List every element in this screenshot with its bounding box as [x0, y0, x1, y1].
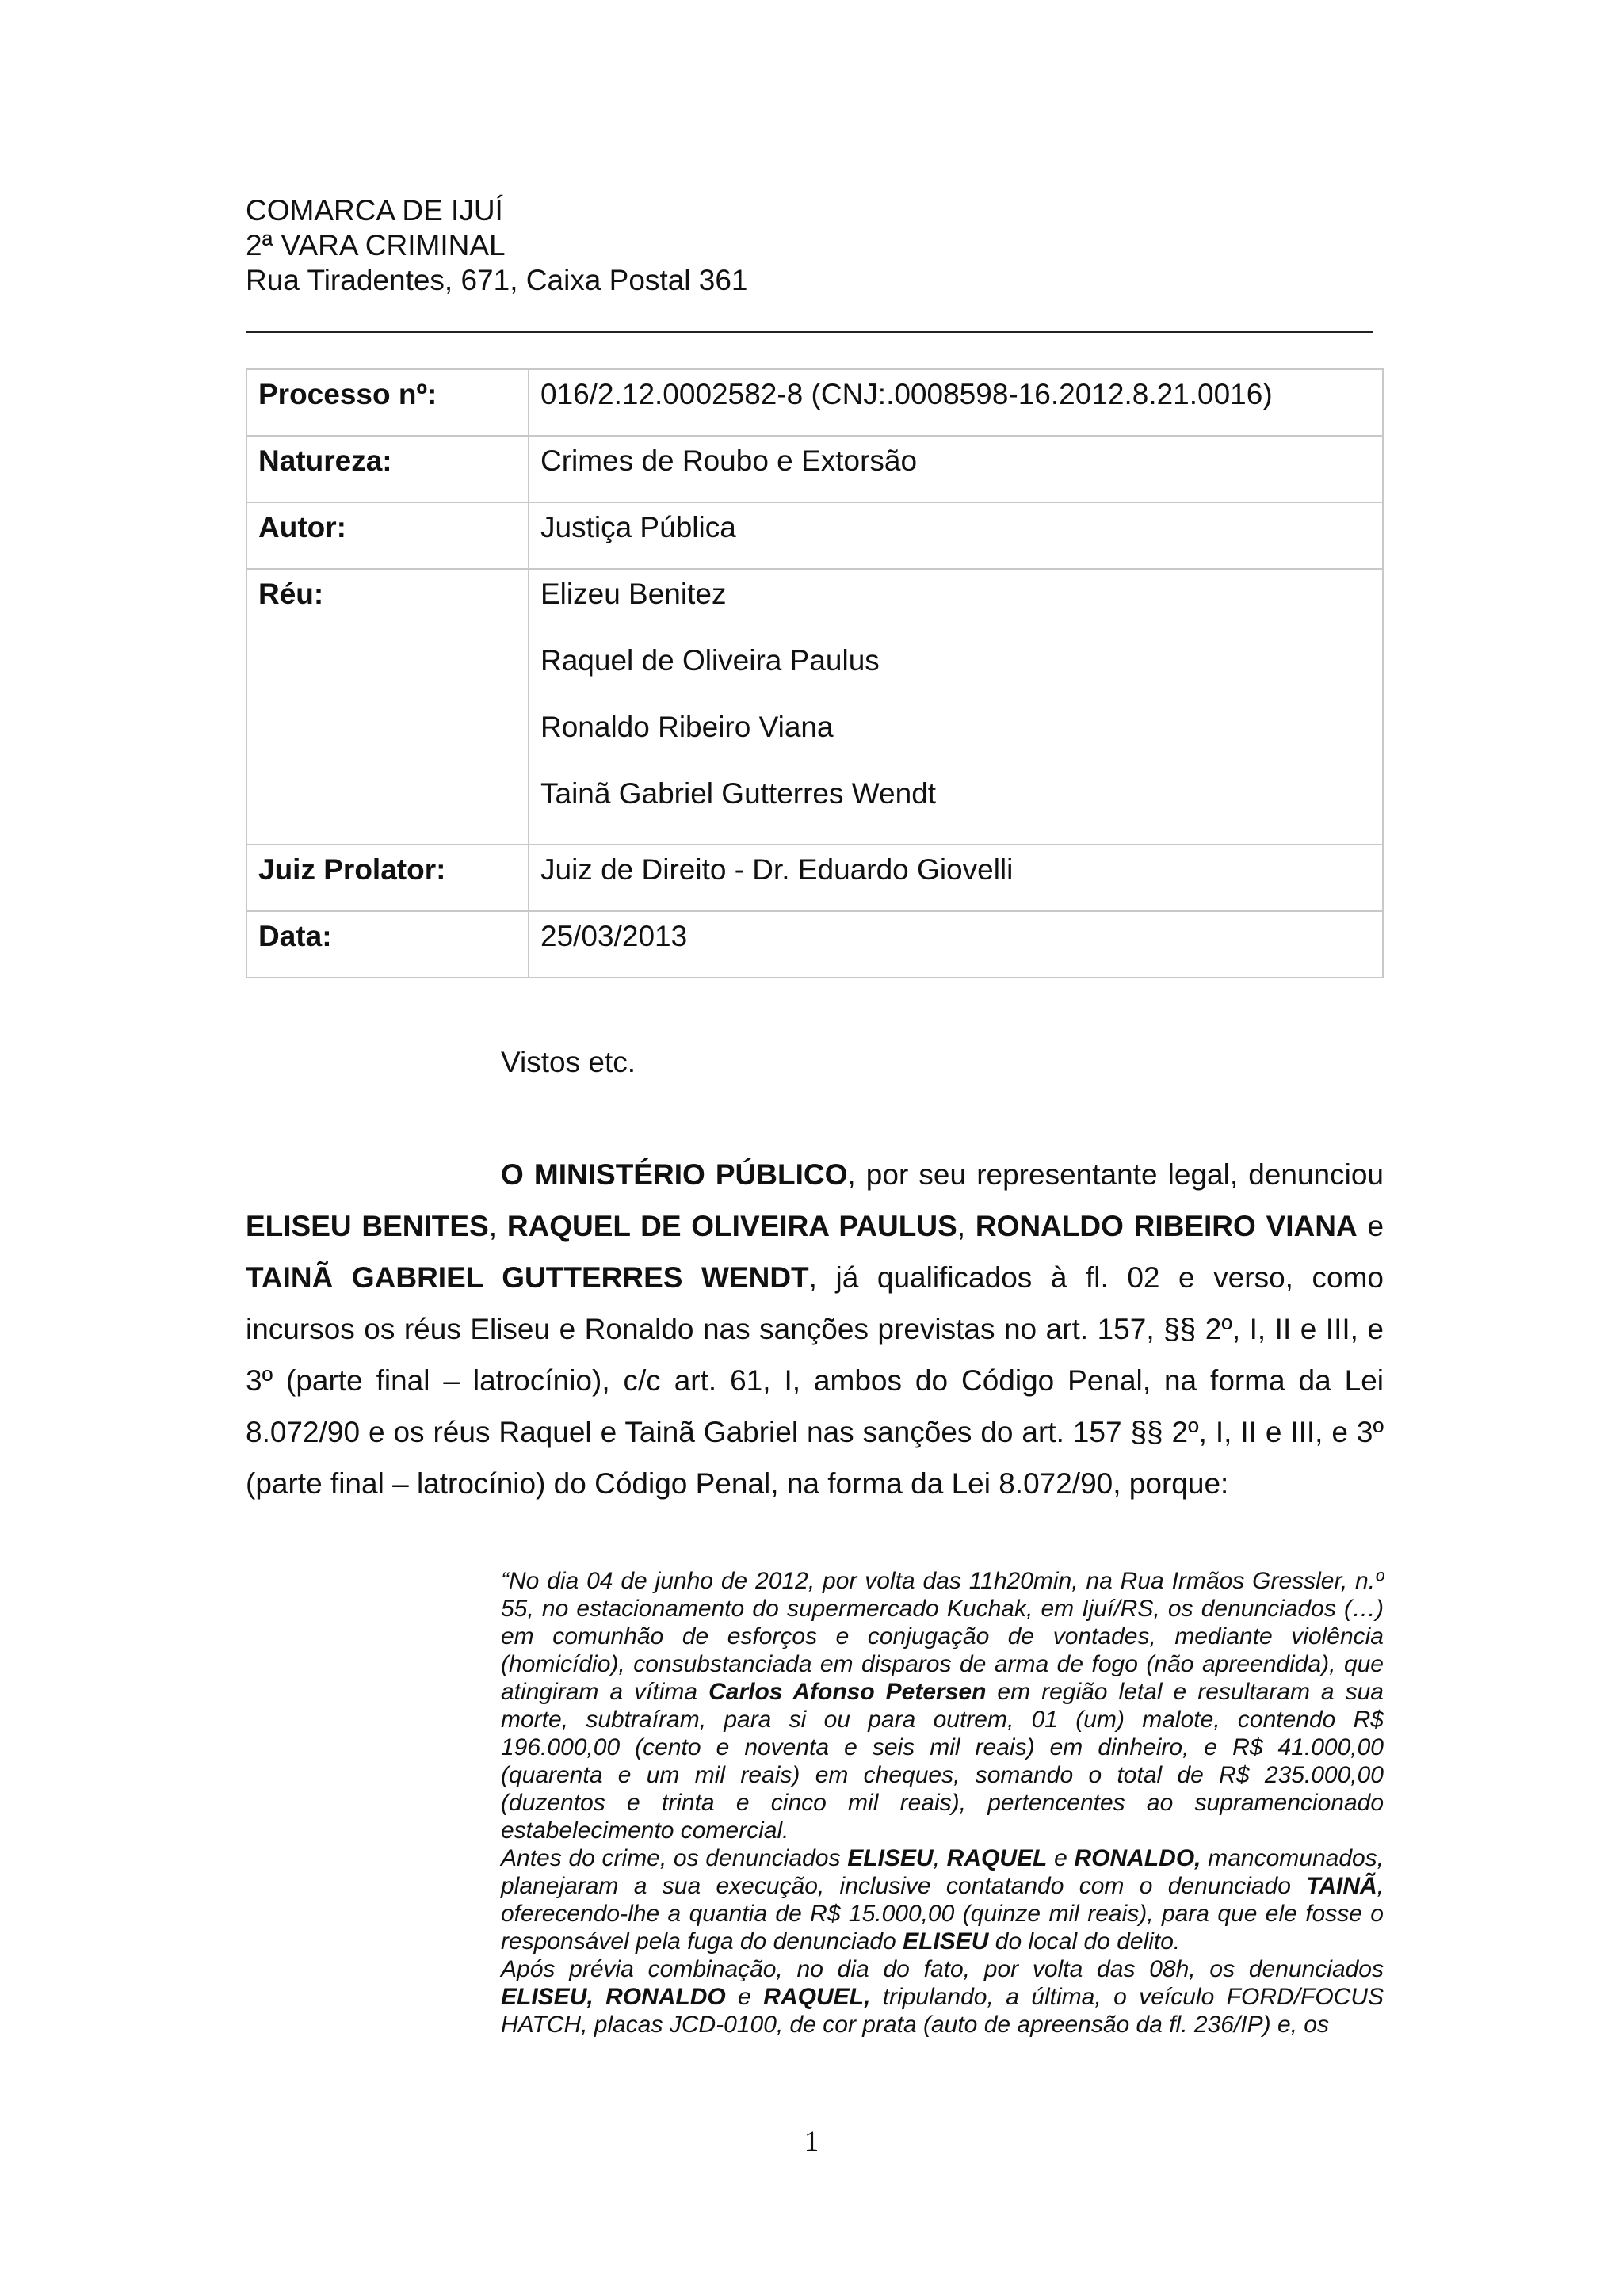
bold-ministerio: O MINISTÉRIO PÚBLICO	[501, 1158, 848, 1191]
quote-text-run: Antes do crime, os denunciados	[501, 1845, 848, 1871]
quote-text-run: em região letal e resultaram a sua morte, subtraíram, para si ou para outrem, 01 (um) malote, contendo R$ 196.000,00 (cento e noventa e seis mil reais) em dinheiro, e R$ 41.000,00 (quarenta e um mil reais) em cheques, somando o total de R$ 235.000,00 (duzentos e trinta e cinco mil reais), pertencentes ao supramencionado estabelecimento comercial.	[501, 1679, 1384, 1844]
bold-defendant: RAQUEL DE OLIVEIRA PAULUS	[506, 1210, 957, 1242]
quote-paragraph	[501, 1567, 1384, 1844]
body-text-run: , por seu representante legal, denunciou	[847, 1158, 1384, 1191]
quote-bold-name: ELISEU	[847, 1845, 934, 1871]
header-divider	[246, 331, 1373, 333]
quote-text-run: mancomunados, planejaram a sua execução, inclusive contatando com o denunciado	[501, 1845, 1384, 1899]
quote-paragraph	[501, 1844, 1384, 1955]
row-autor	[246, 502, 1383, 569]
quote-text-run: e	[1047, 1845, 1075, 1871]
quote-text-run: Após prévia combinação, no dia do fato, por volta das 08h, os denunciados	[501, 1956, 1384, 1982]
quote-bold-name: ELISEU	[903, 1928, 989, 1955]
label-juiz: Juiz Prolator:	[246, 845, 529, 911]
value-natureza: Crimes de Roubo e Extorsão	[529, 436, 1383, 502]
reu-name: Elizeu Benitez	[540, 578, 727, 610]
header-comarca: COMARCA DE IJUÍ	[246, 194, 503, 227]
quote-text-run: , oferecendo-lhe a quantia de R$ 15.000,00 (quinze mil reais), para que ele fosse o responsável pela fuga do denunciado	[501, 1873, 1384, 1955]
quote-text-run: ,	[933, 1845, 947, 1871]
header-address: Rua Tiradentes, 671, Caixa Postal 361	[246, 264, 748, 296]
value-juiz: Juiz de Direito - Dr. Eduardo Giovelli	[529, 845, 1383, 911]
bold-defendant: ELISEU BENITES	[246, 1210, 489, 1242]
quote-bold-name: RONALDO,	[1074, 1845, 1201, 1871]
header-vara: 2ª VARA CRIMINAL	[246, 229, 506, 261]
value-reu-list	[529, 569, 1383, 845]
value-processo: 016/2.12.0002582-8 (CNJ:.0008598-16.2012.8.21.0016)	[529, 369, 1383, 436]
quote-text-run: tripulando, a última, o veículo FORD/FOCUS HATCH, placas JCD-0100, de cor prata (auto de apreensão da fl. 236/IP) e, os	[501, 1984, 1384, 2038]
court-header	[246, 193, 748, 298]
label-reu: Réu:	[246, 569, 529, 845]
quote-paragraph	[501, 1955, 1384, 2039]
row-natureza	[246, 436, 1383, 502]
page-number: 1	[804, 2126, 819, 2158]
row-reu	[246, 569, 1383, 845]
label-data: Data:	[246, 911, 529, 978]
label-autor: Autor:	[246, 502, 529, 569]
quote-bold-name: ELISEU, RONALDO	[501, 1984, 726, 2010]
value-autor: Justiça Pública	[529, 502, 1383, 569]
row-juiz	[246, 845, 1383, 911]
quoted-complaint	[501, 1567, 1384, 2039]
row-data	[246, 911, 1383, 978]
quote-text-run: e	[725, 1984, 764, 2010]
quote-text-run: do local do delito.	[988, 1928, 1181, 1955]
quote-bold-name: RAQUEL,	[763, 1984, 871, 2010]
bold-defendant: TAINÃ GABRIEL GUTTERRES WENDT	[246, 1261, 809, 1294]
label-processo: Processo nº:	[246, 369, 529, 436]
bold-defendant: RONALDO RIBEIRO VIANA	[975, 1210, 1358, 1242]
reu-name: Tainã Gabriel Gutterres Wendt	[540, 777, 937, 810]
reu-name: Ronaldo Ribeiro Viana	[540, 711, 834, 743]
body-text-run: , já qualificados à fl. 02 e verso, como incursos os réus Eliseu e Ronaldo nas sanções previstas no art. 157, §§ 2º, I, II e III, e 3º (parte final – latrocínio), c/c art. 61, I, ambos do Código Penal, na forma da Lei 8.072/90 e os réus Raquel e Tainã Gabriel nas sanções do art. 157 §§ 2º, I, II e III, e 3º (parte final – latrocínio) do Código Penal, na forma da Lei 8.072/90, porque:	[246, 1261, 1384, 1500]
reu-name: Raquel de Oliveira Paulus	[540, 644, 880, 677]
quote-bold-name: TAINÃ	[1306, 1873, 1377, 1899]
vistos-line: Vistos etc.	[501, 1046, 636, 1078]
quote-bold-victim: Carlos Afonso Petersen	[708, 1679, 987, 1705]
body-text-run: ,	[488, 1210, 507, 1242]
body-text-run: ,	[957, 1210, 976, 1242]
body-text-run: e	[1357, 1210, 1384, 1242]
row-processo	[246, 369, 1383, 436]
quote-bold-name: RAQUEL	[946, 1845, 1048, 1871]
value-data: 25/03/2013	[529, 911, 1383, 978]
case-info-table	[246, 368, 1384, 978]
complaint-paragraph	[246, 1149, 1384, 1509]
label-natureza: Natureza:	[246, 436, 529, 502]
quote-text-run: “No dia 04 de junho de 2012, por volta das 11h20min, na Rua Irmãos Gressler, n.º 55, no estacionamento do supermercado Kuchak, em Ijuí/RS, os denunciados (…) em comunhão de esforços e conjugação de vontades, mediante violência (homicídio), consubstanciada em disparos de arma de fogo (não apreendida), que atingiram a vítima	[501, 1568, 1384, 1705]
